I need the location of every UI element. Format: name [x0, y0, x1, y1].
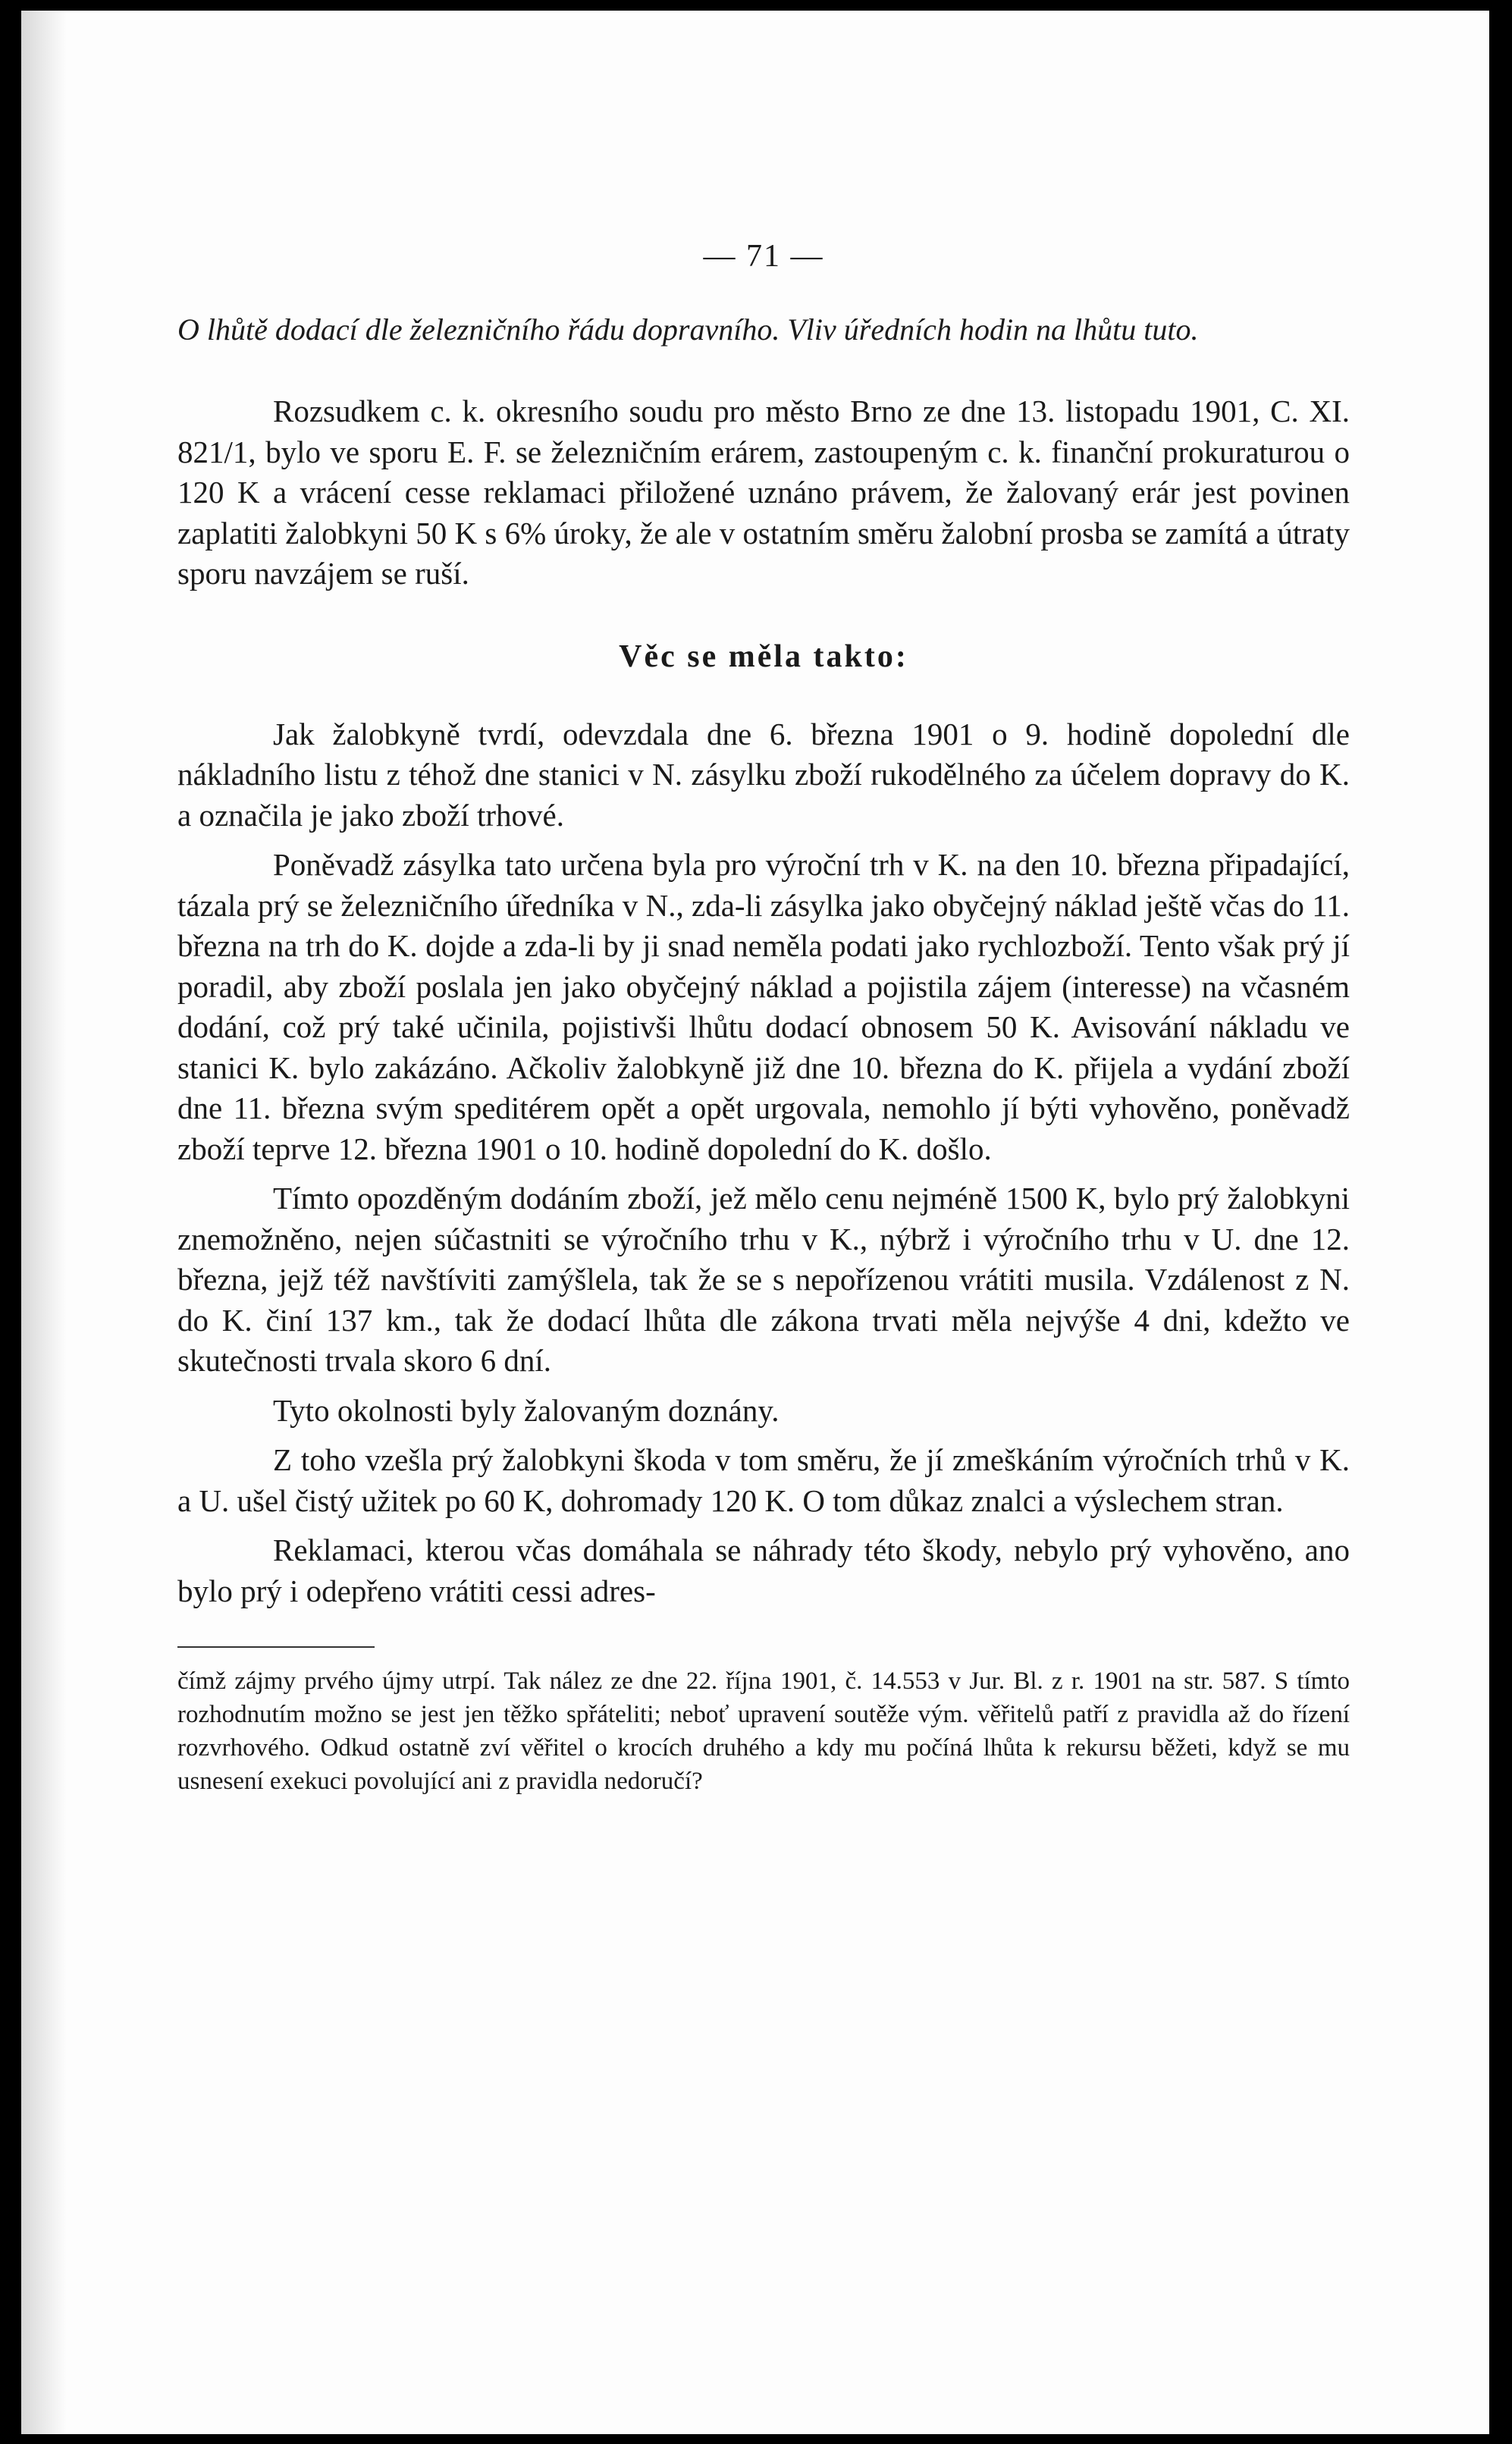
section-heading: O lhůtě dodací dle železničního řádu dopravního. Vliv úředních hodin na lhůtu tuto.: [177, 312, 1199, 347]
body-paragraph: Poněvadž zásylka tato určena byla pro výroční trh v K. na den 10. března připadající, tázala prý se železničního úředníka v N., zda-li zásylka jako obyčejný náklad ještě včas do 11. března na trh do K. dojde a zda-li by ji snad neměla podati jako rychlozboží. Tento však prý jí poradil, aby zboží poslala jen jako obyčejný náklad a pojistila zájem (interesse) na včasném dodání, což prý také učinila, pojistivši lhůtu dodací obnosem 50 K. Avisování nákladu ve stanici K. bylo zakázáno. Ačkoliv žalobkyně již dne 10. března do K. přijela a vydání zboží dne 11. března svým speditérem opět a opět urgovala, nemohlo jí býti vyhověno, poněvadž zboží teprve 12. března 1901 o 10. hodině dopolední do K. došlo.: [177, 847, 1350, 1166]
body-paragraph: Tyto okolnosti byly žalovaným doznány.: [273, 1392, 780, 1428]
page: [21, 11, 1489, 2434]
body-paragraph: Z toho vzešla prý žalobkyni škoda v tom směru, že jí zmeškáním výročních trhů v K. a U. ušel čistý užitek po 60 K, dohromady 120 K. O tom důkaz znalci a výslechem stran.: [177, 1442, 1350, 1518]
page-content: [177, 238, 1350, 1798]
page-number: — 71 —: [703, 239, 824, 274]
intro-paragraph: Rozsudkem c. k. okresního soudu pro město Brno ze dne 13. listopadu 1901, C. XI. 821/1, bylo ve sporu E. F. se železničním erárem, zastoupeným c. k. finanční prokuraturou o 120 K a vrácení cesse reklamaci přiložené uznáno právem, že žalovaný erár jest povinen zaplatiti žalobkyni 50 K s 6% úroky, že ale v ostatním směru žalobní prosba se zamítá a útraty sporu navzájem se ruší.: [177, 394, 1350, 591]
footnote: čímž zájmy prvého újmy utrpí. Tak nález ze dne 22. října 1901, č. 14.553 v Jur. Bl. z r. 1901 na str. 587. S tímto rozhodnutím možno se jest jen těžko spřáteliti; neboť upravení soutěže vým. věřitelů patří z pravidla až do řízení rozvrhového. Odkud ostatně zví věřitel o krocích druhého a kdy mu počíná lhůta k rekursu běžeti, když se mu usnesení exekuci povolující ani z pravidla nedoručí?: [177, 1668, 1350, 1795]
body-paragraph: Reklamaci, kterou včas domáhala se náhrady této škody, nebylo prý vyhověno, ano bylo prý i odepřeno vrátiti cessi adres-: [177, 1533, 1350, 1608]
body-paragraph: Tímto opozděným dodáním zboží, jež mělo cenu nejméně 1500 K, bylo prý žalobkyni znemožněno, nejen súčastniti se výročního trhu v K., nýbrž i výročního trhu v U. dne 12. března, jejž též navštíviti zamýšlela, tak že se s nepořízenou vrátiti musila. Vzdálenost z N. do K. činí 137 km., tak že dodací lhůta dle zákona trvati měla nejvýše 4 dni, kdežto ve skutečnosti trvala skoro 6 dní.: [177, 1181, 1350, 1378]
page-edge-shadow: [21, 11, 67, 2434]
footnote-separator: [177, 1646, 375, 1648]
body-paragraph: Jak žalobkyně tvrdí, odevzdala dne 6. března 1901 o 9. hodině dopolední dle nákladního listu z téhož dne stanici v N. zásylku zboží rukodělného za účelem dopravy do K. a označila je jako zboží trhové.: [177, 716, 1350, 833]
subheading: Věc se měla takto:: [619, 638, 908, 674]
